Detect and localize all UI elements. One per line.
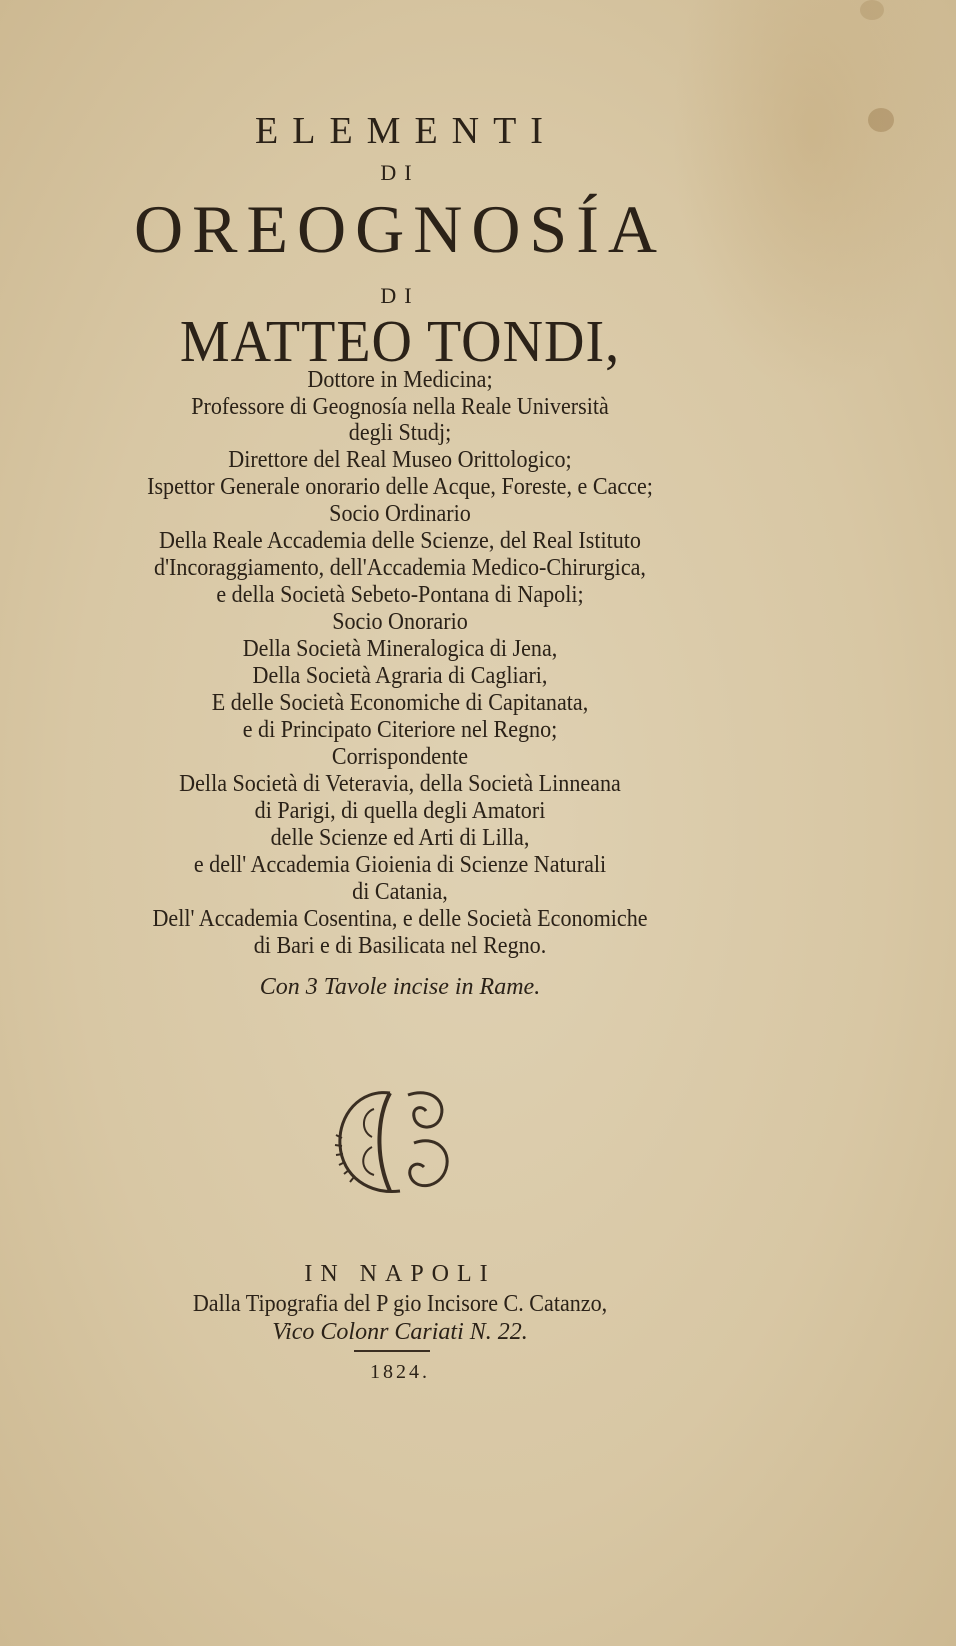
credential-line: d'Incoraggiamento, dell'Accademia Medico-Chirurgica, [154, 555, 646, 581]
credential-line: e di Principato Citeriore nel Regno; [242, 717, 558, 743]
membership-heading: Corrispondente [331, 744, 469, 770]
credential-line: delle Scienze ed Arti di Lilla, [270, 825, 530, 851]
credential-line: di Bari e di Basilicata nel Regno. [253, 933, 547, 959]
divider-rule [354, 1350, 430, 1352]
credential-line: Della Società Agraria di Cagliari, [252, 663, 548, 689]
publication-year: 1824. [370, 1361, 430, 1383]
credential-line: Ispettor Generale onorario delle Acque, Foreste, e Cacce; [147, 474, 653, 500]
author-name: MATTEO TONDI, [179, 309, 621, 375]
title-line-oreognosia: OREOGNOSÍA [134, 191, 666, 267]
credential-line: di Parigi, di quella degli Amatori [254, 798, 546, 824]
title-line-elementi: ELEMENTI [255, 110, 557, 152]
membership-heading: Socio Ordinario [329, 501, 471, 527]
credential-line: E delle Società Economiche di Capitanata, [211, 690, 589, 716]
credential-line: Della Società Mineralogica di Jena, [242, 636, 558, 662]
membership-heading: Socio Onorario [332, 609, 468, 635]
foxing-stain [868, 108, 894, 132]
foxing-stain [860, 0, 884, 20]
credential-line: Dell' Accademia Cosentina, e delle Società Economiche [152, 906, 648, 932]
credential-line: e della Società Sebeto-Pontana di Napoli; [216, 582, 584, 608]
credential-line: e dell' Accademia Gioienia di Scienze Naturali [193, 852, 607, 878]
credential-line: Dottore in Medicina; [307, 367, 493, 393]
credential-line: Della Società di Veteravia, della Società Linneana [179, 771, 621, 797]
imprint-address: Vico Colonr Cariati N. 22. [272, 1319, 528, 1345]
monogram-ornament-icon [330, 1085, 460, 1200]
credential-line: degli Studj; [348, 420, 452, 446]
connector-di: DI [380, 283, 420, 308]
connector-di: DI [380, 160, 420, 185]
credential-line: Della Reale Accademia delle Scienze, del Real Istituto [159, 528, 641, 554]
plates-note: Con 3 Tavole incise in Rame. [259, 974, 541, 1000]
credential-line: di Catania, [352, 879, 448, 905]
credential-line: Direttore del Real Museo Orittologico; [228, 447, 572, 473]
imprint-city: IN NAPOLI [304, 1261, 496, 1287]
imprint-printer: Dalla Tipografia del P gio Incisore C. Catanzo, [192, 1291, 608, 1317]
credential-line: Professore di Geognosía nella Reale Università [191, 394, 609, 420]
